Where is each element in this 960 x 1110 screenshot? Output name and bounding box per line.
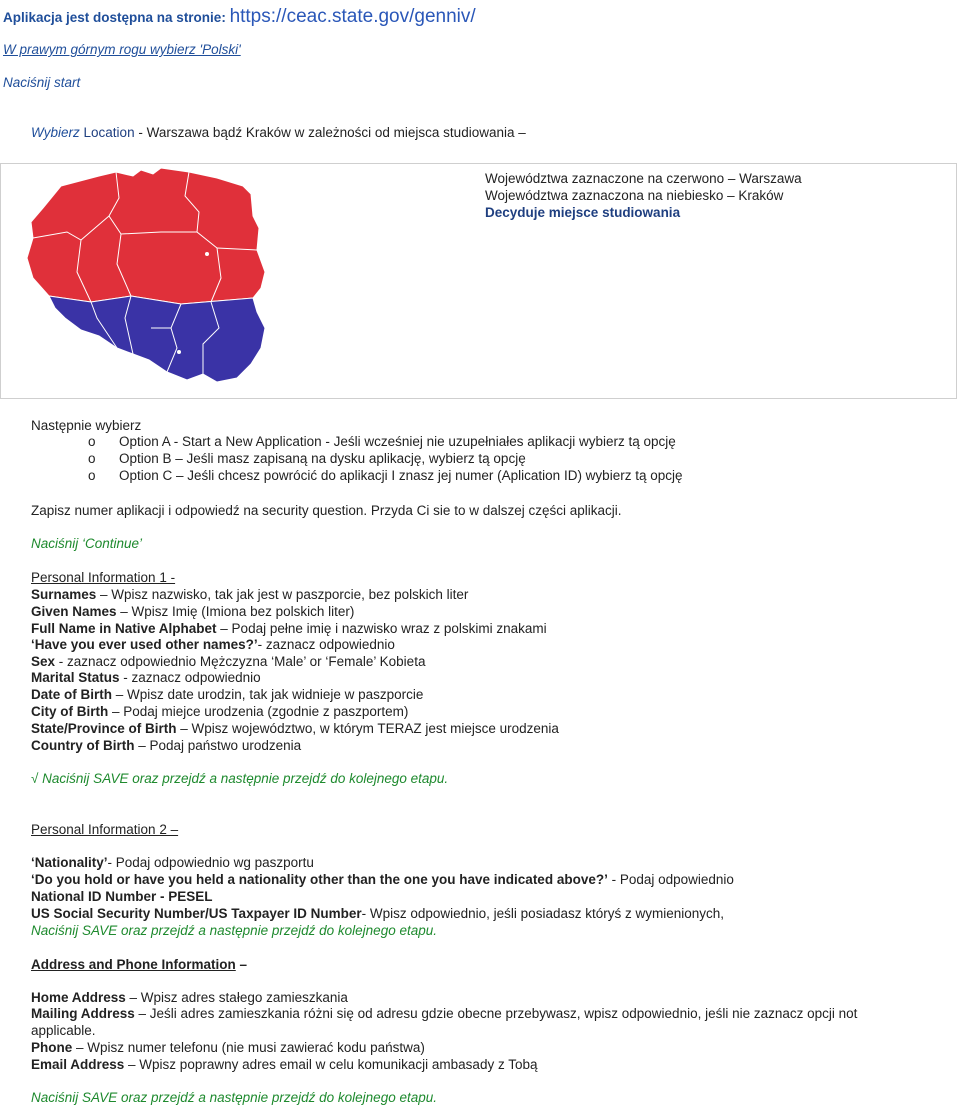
site-line (3, 6, 476, 28)
address-heading-dash: – (235, 957, 248, 972)
personal2-heading: Personal Information 2 – (31, 822, 179, 837)
p1-label: Marital Status (31, 670, 120, 685)
p1-row (31, 586, 468, 603)
p1-label: Sex (31, 654, 56, 669)
krakow-marker (177, 350, 181, 354)
map-red-region (27, 168, 265, 304)
mailing-text: – Jeśli adres zamieszkania różni się od adresu gdzie obecne przebywasz, wpisz odpowiednio, jeśli nie zaznacz opcji not (134, 1006, 858, 1021)
p1-text: – Podaj państwo urodzenia (134, 738, 302, 753)
p2-row (31, 854, 314, 871)
p1-row (31, 636, 395, 653)
p1-label: Date of Birth (31, 687, 112, 702)
save-note: Zapisz numer aplikacji i odpowiedź na security question. Przyda Ci sie to w dalszej części aplikacji. (31, 503, 622, 518)
option-c-text: Option C – Jeśli chcesz powrócić do aplikacji I znasz jej numer (Aplication ID) wybierz tą opcję (119, 468, 683, 483)
p1-label: Given Names (31, 604, 117, 619)
map-blue-region (49, 296, 265, 382)
p1-text: - zaznacz odpowiednio (119, 670, 261, 685)
p1-label: Full Name in Native Alphabet (31, 621, 217, 636)
address-save: Naciśnij SAVE oraz przejdź a następnie przejdź do kolejnego etapu. (31, 1090, 437, 1105)
p1-save-text: Naciśnij SAVE oraz przejdź a następnie przejdź do kolejnego etapu. (38, 771, 449, 786)
bullet: o (88, 468, 96, 483)
p1-label: City of Birth (31, 704, 109, 719)
mailing-row-cont: applicable. (31, 1023, 96, 1038)
home-label: Home Address (31, 990, 126, 1005)
bullet: o (88, 451, 96, 466)
home-text: – Wpisz adres stałego zamieszkania (125, 990, 348, 1005)
legend-red: Województwa zaznaczone na czerwono – Warszawa (485, 171, 802, 186)
bullet: o (88, 434, 96, 449)
p1-label: State/Province of Birth (31, 721, 177, 736)
address-heading-line (31, 956, 247, 973)
p1-row (31, 737, 301, 754)
location-bold: Location (83, 125, 135, 140)
step-start: Naciśnij start (3, 75, 81, 90)
p1-text: - zaznacz odpowiednio Mężczyzna ‘Male’ or ‘Female’ Kobieta (55, 654, 426, 669)
legend-blue: Województwa zaznaczona na niebiesko – Kraków (485, 188, 784, 203)
personal1-heading: Personal Information 1 - (31, 570, 176, 585)
p1-text: – Wpisz Imię (Imiona bez polskich liter) (116, 604, 355, 619)
p1-text: – Podaj pełne imię i nazwisko wraz z polskimi znakami (216, 621, 547, 636)
home-row (31, 989, 348, 1006)
p2-label: US Social Security Number/US Taxpayer ID Number (31, 906, 362, 921)
step-polski: W prawym górnym rogu wybierz 'Polski' (3, 42, 241, 57)
p1-row (31, 703, 408, 720)
phone-row (31, 1039, 425, 1056)
mailing-label: Mailing Address (31, 1006, 135, 1021)
p1-row (31, 669, 261, 686)
p1-label: ‘Have you ever used other names?’ (31, 637, 258, 652)
options-heading: Następnie wybierz (31, 418, 142, 433)
p1-text: – Wpisz nazwisko, tak jak jest w paszporcie, bez polskich liter (96, 587, 469, 602)
p2-label: ‘Nationality’ (31, 855, 108, 870)
p1-row (31, 720, 559, 737)
p2-text: - Wpisz odpowiednio, jeśli posiadasz któryś z wymienionych, (361, 906, 725, 921)
email-label: Email Address (31, 1057, 125, 1072)
mailing-row (31, 1005, 857, 1022)
email-text: – Wpisz poprawny adres email w celu komunikacji ambasady z Tobą (124, 1057, 538, 1072)
email-row (31, 1056, 537, 1073)
p2-text: - Podaj odpowiednio wg paszportu (107, 855, 314, 870)
p1-row (31, 603, 354, 620)
p2-label: ‘Do you hold or have you held a nationality other than the one you have indicated above?’ (31, 872, 608, 887)
p2-label: National ID Number - PESEL (31, 889, 213, 904)
option-a-text: Option A - Start a New Application - Jeśli wcześniej nie uzupełniałes aplikacji wybierz tą opcję (119, 434, 676, 449)
p1-text: – Wpisz date urodzin, tak jak widnieje w paszporcie (112, 687, 424, 702)
p1-row (31, 653, 425, 670)
p1-row (31, 686, 423, 703)
location-line (31, 125, 526, 140)
legend-decide: Decyduje miejsce studiowania (485, 205, 681, 220)
p1-text: - zaznacz odpowiednio (257, 637, 395, 652)
p2-text: - Podaj odpowiednio (607, 872, 734, 887)
address-heading: Address and Phone Information (31, 957, 236, 972)
p1-label: Country of Birth (31, 738, 135, 753)
phone-text: – Wpisz numer telefonu (nie musi zawierać kodu państwa) (72, 1040, 425, 1055)
warsaw-marker (205, 252, 209, 256)
p1-text: – Podaj miejce urodzenia (zgodnie z paszportem) (108, 704, 409, 719)
p2-save: Naciśnij SAVE oraz przejdź a następnie przejdź do kolejnego etapu. (31, 923, 437, 938)
poland-map (21, 168, 281, 388)
p2-row (31, 905, 724, 922)
p2-row (31, 871, 734, 888)
location-choose: Wybierz (31, 125, 80, 140)
map-panel (0, 163, 957, 399)
location-rest: - Warszawa bądź Kraków w zależności od miejsca studiowania – (134, 125, 526, 140)
map-legend (485, 170, 802, 221)
site-prefix: Aplikacja jest dostępna na stronie: (3, 10, 230, 25)
p1-row (31, 620, 547, 637)
continue-note: Naciśnij ‘Continue’ (31, 536, 143, 551)
phone-label: Phone (31, 1040, 73, 1055)
p1-text: – Wpisz województwo, w którym TERAZ jest miejsce urodzenia (176, 721, 559, 736)
p1-label: Surnames (31, 587, 97, 602)
p2-row (31, 888, 213, 905)
site-url-link[interactable]: https://ceac.state.gov/genniv/ (229, 6, 476, 27)
option-b-text: Option B – Jeśli masz zapisaną na dysku aplikację, wybierz tą opcję (119, 451, 526, 466)
check-icon: √ (31, 771, 39, 786)
p1-save (31, 770, 448, 787)
